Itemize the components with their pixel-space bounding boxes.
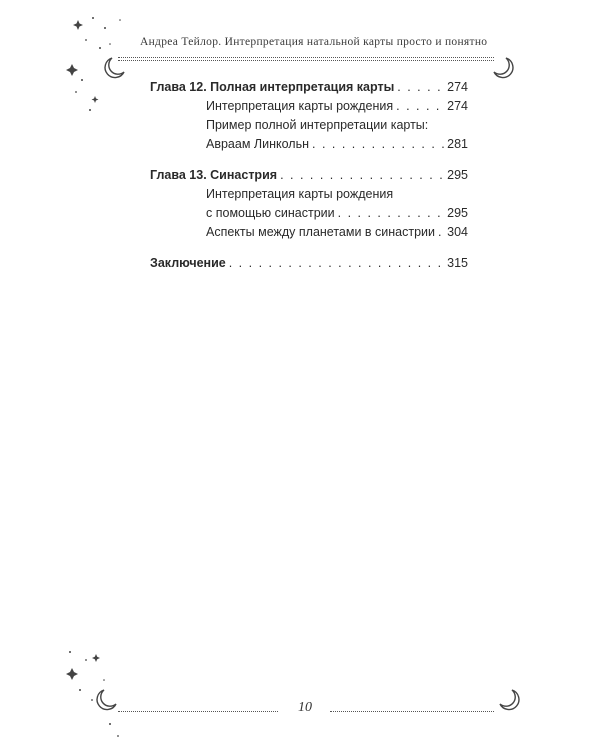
toc-entry-title: Интерпретация карты рождения bbox=[206, 99, 394, 113]
toc-entry-synastry-interpretation-line1 bbox=[150, 185, 468, 204]
toc-entry-synastry-interpretation-line2 bbox=[150, 204, 468, 223]
toc-entry-title: Заключение bbox=[150, 256, 226, 270]
crescent-moon-icon bbox=[494, 58, 513, 78]
toc-entry-title-continued: с помощью синастрии bbox=[206, 206, 335, 220]
toc-page-number: 281 bbox=[447, 137, 468, 151]
table-of-contents bbox=[150, 78, 468, 273]
running-header: Андреа Тейлор. Интерпретация натальной карты просто и понятно bbox=[140, 36, 488, 48]
dot-leader bbox=[312, 135, 444, 154]
dot-leader bbox=[396, 97, 444, 116]
toc-entry-chapter-12 bbox=[150, 78, 468, 97]
toc-page-number: 304 bbox=[447, 225, 468, 239]
dot-leader bbox=[438, 223, 444, 242]
dot-leader bbox=[338, 204, 445, 223]
toc-entry-chapter-13 bbox=[150, 166, 468, 185]
toc-entry-title: Пример полной интерпретации карты: bbox=[206, 118, 429, 132]
toc-entry-title: Глава 13. Синастрия bbox=[150, 168, 278, 182]
toc-entry-birth-chart-interpretation bbox=[150, 97, 468, 116]
toc-page-number: 274 bbox=[447, 99, 468, 113]
star-icon bbox=[92, 654, 100, 662]
dot-leader bbox=[280, 166, 444, 185]
star-icon bbox=[73, 20, 83, 30]
toc-entry-title: Глава 12. Полная интерпретация карты bbox=[150, 80, 395, 94]
toc-entry-lincoln-example-line2 bbox=[150, 135, 468, 154]
toc-entry-lincoln-example-line1 bbox=[150, 116, 468, 135]
toc-page-number: 315 bbox=[447, 256, 468, 270]
toc-page-number: 295 bbox=[447, 206, 468, 220]
crescent-moon-icon bbox=[500, 690, 519, 710]
star-icon bbox=[92, 96, 99, 103]
footer-rule bbox=[118, 711, 278, 712]
toc-entry-title-continued: Авраам Линкольн bbox=[206, 137, 309, 151]
toc-entry-synastry-aspects bbox=[150, 223, 468, 242]
crescent-moon-icon bbox=[97, 690, 116, 710]
footer-rule bbox=[330, 711, 494, 712]
toc-page-number: 274 bbox=[447, 80, 468, 94]
toc-page-number: 295 bbox=[447, 168, 468, 182]
toc-entry-title: Интерпретация карты рождения bbox=[206, 187, 394, 201]
header-rule bbox=[118, 60, 494, 61]
star-icon bbox=[66, 64, 78, 76]
page-number: 10 bbox=[298, 700, 312, 715]
toc-entry-conclusion bbox=[150, 254, 468, 273]
dot-leader bbox=[397, 78, 444, 97]
toc-entry-title: Аспекты между планетами в синастрии bbox=[206, 225, 436, 239]
star-icon bbox=[66, 668, 78, 680]
header-rule bbox=[118, 57, 494, 58]
dot-leader bbox=[229, 254, 444, 273]
